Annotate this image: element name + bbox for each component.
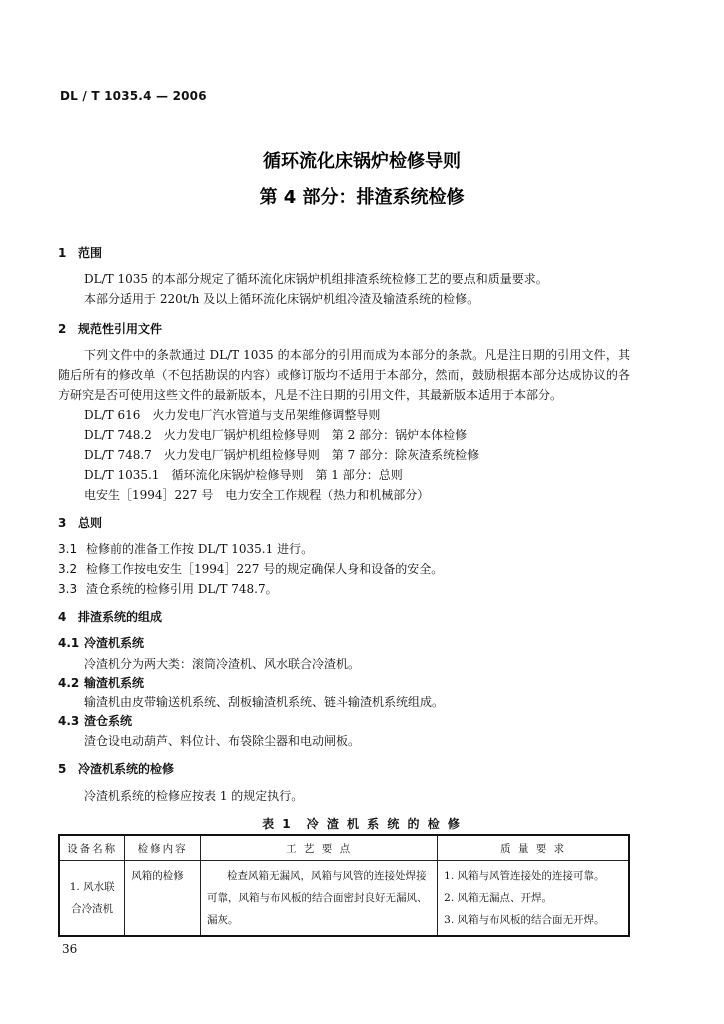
section-number: 1 (58, 246, 67, 260)
maintenance-table (58, 834, 630, 937)
section-5-heading (58, 760, 174, 777)
subsection-heading (58, 712, 132, 729)
subsection-heading (58, 674, 144, 691)
clause-item (58, 579, 278, 599)
reference-item: DL/T 1035.1 循环流化床锅炉检修导则 第 1 部分：总则 (84, 468, 403, 482)
table-header-row (59, 835, 629, 861)
table-row (59, 861, 629, 937)
column-header: 质 量 要 求 (438, 835, 629, 861)
clause-number: 3.2 (58, 562, 78, 576)
clause-text: 检修工作按电安生［1994］227 号的规定确保人身和设备的安全。 (86, 562, 444, 576)
paragraph-line: 本部分适用于 220t/h 及以上循环流化床锅炉机组冷渣及输渣系统的检修。 (84, 292, 480, 306)
page-number: 36 (62, 942, 78, 956)
quality-item: 2. 风箱无漏点、开焊。 (444, 892, 553, 904)
section-3-heading (58, 514, 102, 531)
section-number: 4 (58, 610, 67, 624)
table-caption: 表 1 冷 渣 机 系 统 的 检 修 (262, 817, 462, 831)
section-title: 冷渣机系统的检修 (78, 762, 175, 776)
column-header: 检修内容 (125, 835, 201, 861)
column-header: 工 艺 要 点 (201, 835, 438, 861)
device-cell: 1. 风水联合冷渣机 (59, 861, 125, 937)
paragraph-line: 冷渣机分为两大类：滚筒冷渣机、风水联合冷渣机。 (84, 657, 361, 671)
section-number: 2 (58, 322, 67, 336)
subsection-title: 冷渣机系统 (84, 636, 145, 650)
clause-item (58, 559, 443, 579)
content-cell: 风箱的检修 (125, 861, 201, 937)
quality-item: 1. 风箱与风管连接处的连接可靠。 (444, 870, 605, 882)
standard-code: DL / T 1035.4 — 2006 (60, 89, 207, 103)
document-title: 循环流化床锅炉检修导则 (263, 151, 461, 172)
section-title: 排渣系统的组成 (78, 610, 163, 624)
section-number: 3 (58, 516, 67, 530)
reference-item: 电安生［1994］227 号 电力安全工作规程（热力和机械部分） (84, 488, 430, 502)
subsection-number: 4.2 (58, 676, 80, 690)
clause-text: 检修前的准备工作按 DL/T 1035.1 进行。 (86, 542, 314, 556)
section-number: 5 (58, 762, 67, 776)
section-1-heading (58, 244, 102, 261)
reference-item: DL/T 748.7 火力发电厂锅炉机组检修导则 第 7 部分：除灰渣系统检修 (84, 448, 480, 462)
section-4-heading (58, 608, 162, 625)
document-subtitle: 第 4 部分：排渣系统检修 (259, 187, 465, 208)
reference-item: DL/T 748.2 火力发电厂锅炉机组检修导则 第 2 部分：锅炉本体检修 (84, 428, 468, 442)
process-cell: 检查风箱无漏风，风箱与风管的连接处焊接可靠，风箱与布风板的结合面密封良好无漏风、漏灰。 (201, 861, 438, 937)
clause-text: 渣仓系统的检修引用 DL/T 748.7。 (86, 582, 278, 596)
subsection-number: 4.3 (58, 714, 80, 728)
paragraph-line: 渣仓设电动葫芦、料位计、布袋除尘器和电动闸板。 (84, 734, 361, 748)
paragraph-line: DL/T 1035 的本部分规定了循环流化床锅炉机组排渣系统检修工艺的要点和质量要求。 (84, 272, 548, 286)
paragraph-line: 输渣机由皮带输送机系统、刮板输渣机系统、链斗输渣机系统组成。 (84, 695, 445, 709)
subsection-number: 4.1 (58, 636, 80, 650)
section-title: 总则 (78, 516, 103, 530)
section-2-heading (58, 320, 162, 337)
section-title: 规范性引用文件 (78, 322, 163, 336)
section-title: 范围 (78, 246, 103, 260)
column-header: 设备名称 (59, 835, 125, 861)
quality-cell (438, 861, 629, 937)
clause-number: 3.1 (58, 542, 78, 556)
subsection-heading (58, 634, 144, 651)
quality-item: 3. 风箱与布风板的结合面无开焊。 (444, 914, 605, 926)
subsection-title: 输渣机系统 (84, 676, 145, 690)
reference-item: DL/T 616 火力发电厂汽水管道与支吊架维修调整导则 (84, 408, 381, 422)
clause-item (58, 539, 313, 559)
subsection-title: 渣仓系统 (84, 714, 133, 728)
clause-number: 3.3 (58, 582, 78, 596)
paragraph-line: 冷渣机系统的检修应按表 1 的规定执行。 (84, 789, 304, 803)
paragraph: 下列文件中的条款通过 DL/T 1035 的本部分的引用而成为本部分的条款。凡是注日期的引用文件，其随后所有的修改单（不包括勘误的内容）或修订版均不适用于本部分，然而，鼓励根据本部分达成协议的各方研究是否可使用这些文件的最新版本，凡是不注日期的引用文件，其最新版本适用于本部分。 (58, 348, 630, 402)
